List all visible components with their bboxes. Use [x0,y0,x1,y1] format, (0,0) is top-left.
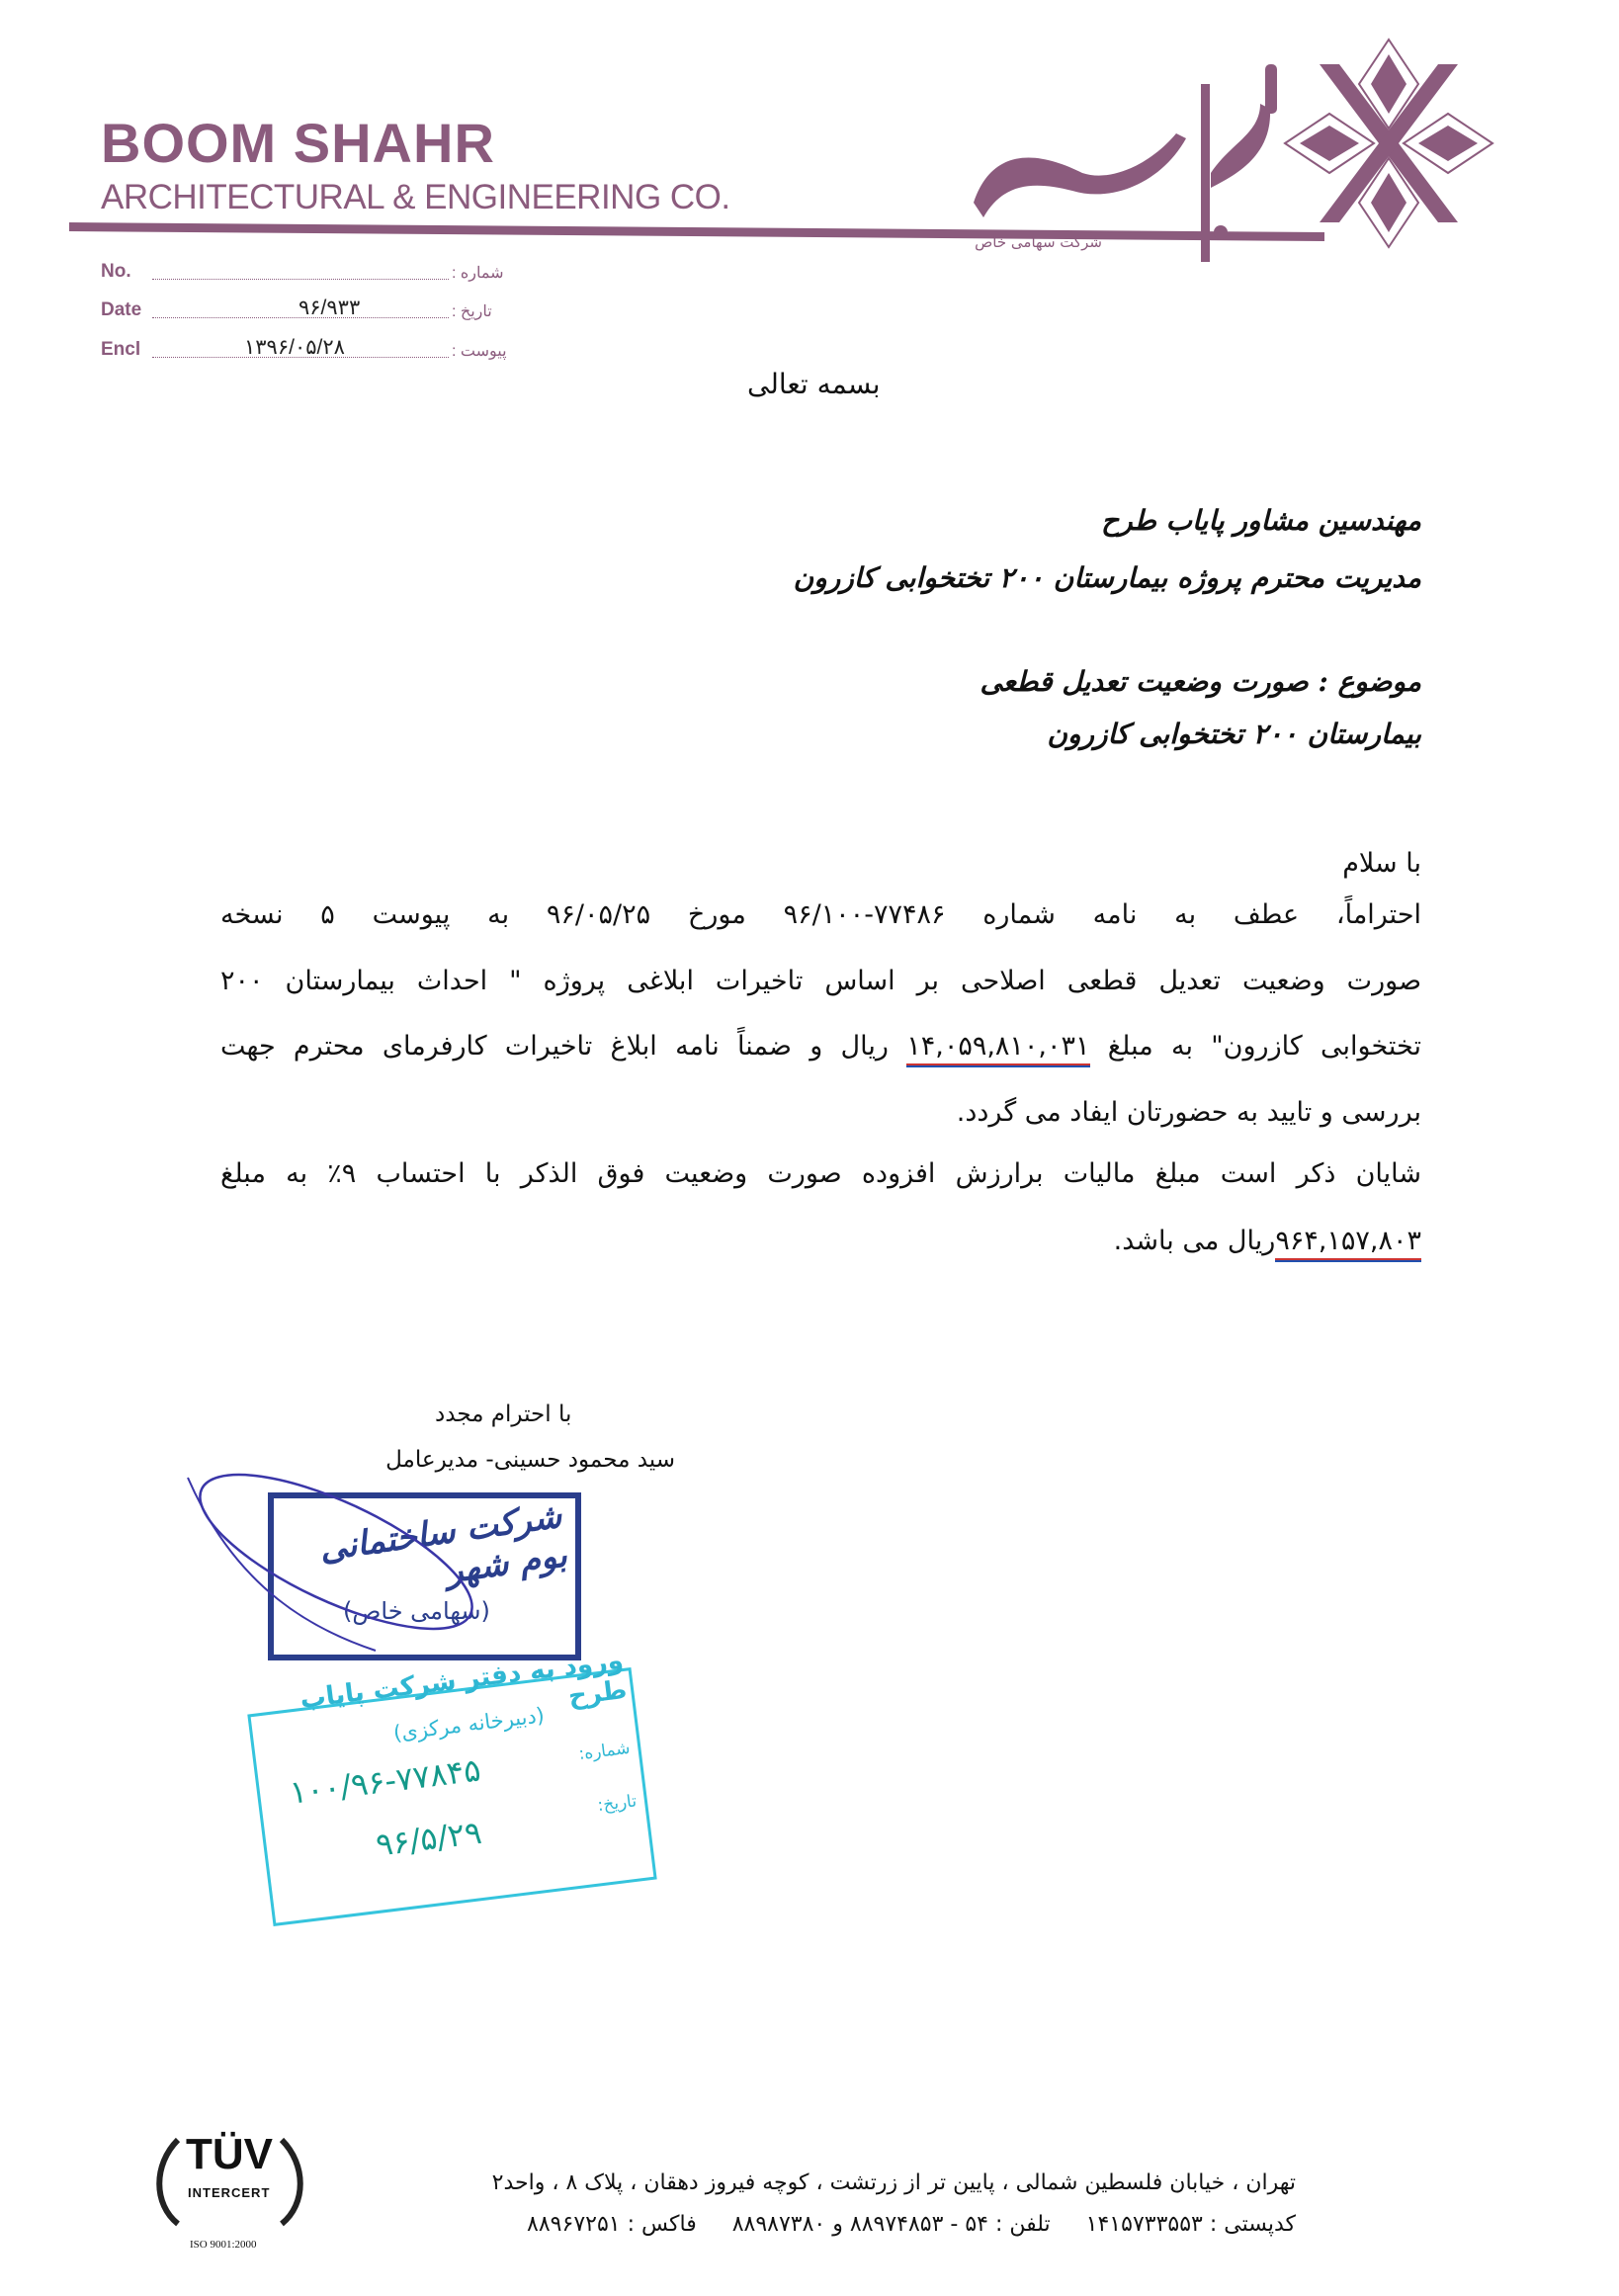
footer-postal: کدپستی : ۱۴۱۵۷۳۳۵۵۳ [1085,2212,1296,2237]
body-line: احتراماً، عطف به نامه شماره ۷۷۴۸۶-۹۶/۱۰۰ مورخ ۹۶/۰۵/۲۵ به پیوست ۵ نسخه [220,899,1422,930]
footer-phone: تلفن : ۵۴ - ۸۸۹۷۴۸۵۳ و ۸۸۹۸۷۳۸۰ [731,2212,1051,2237]
greeting: با سلام [1342,848,1421,879]
receipt-date-label: تاریخ: [596,1791,639,1817]
signature [178,1473,534,1670]
tuv-cert-logo [148,2130,311,2249]
meta-enclosure-value: ۱۳۹۶/۰۵/۲۸ [244,336,345,359]
tuv-logo-text: TÜV [186,2130,273,2178]
receipt-number-label: شماره: [577,1738,632,1764]
meta-date-label-fa: تاریخ : [452,303,492,320]
company-logo [964,25,1557,262]
meta-number [101,261,595,287]
body-line: صورت وضعیت تعدیل قطعی اصلاحی بر اساس تاخیرات ابلاغی پروژه " احداث بیمارستان ۲۰۰ [220,966,1421,996]
meta-enclosure-label-fa: پیوست : [452,343,507,360]
amount-total: ۱۴,۰۵۹,۸۱۰,۰۳۱ [906,1031,1089,1065]
body-line [220,1031,1421,1062]
logo-subtitle: شرکت سهامی خاص [975,233,1102,251]
body-line: شایان ذکر است مبلغ مالیات برارزش افزوده صورت وضعیت فوق الذکر با احتساب ۹٪ به مبلغ [220,1158,1421,1189]
footer-contacts [527,2212,1296,2237]
meta-date [101,299,595,325]
signatory: سید محمود حسینی- مدیرعامل [385,1447,675,1473]
body-line [220,1226,1421,1256]
company-stamp-title: شرکت ساختمانی بوم شهر [316,1495,570,1592]
invocation: بسمه تعالی [747,368,881,400]
body-line: بررسی و تایید به حضورتان ایفاد می گردد. [956,1097,1421,1128]
receipt-stamp-subtitle: (دبیرخانه مرکزی) [391,1703,547,1745]
body-text: ریال و ضمناً نامه ابلاغ تاخیرات کارفرمای محترم جهت [220,1031,889,1062]
recipient-line-1: مهندسین مشاور پایاب طرح [1101,504,1421,537]
company-stamp-subtitle: (سهامی خاص) [343,1597,490,1625]
recipient-line-2: مدیریت محترم پروژه بیمارستان ۲۰۰ تختخوابی کازرون [793,561,1421,594]
meta-number-label: No. [101,261,131,282]
body-text: تختخوابی کازرون" به مبلغ [1107,1031,1421,1062]
meta-date-value: ۹۶/۹۳۳ [298,297,361,319]
receipt-stamp [247,1646,656,1926]
receipt-number-value: ۱۰۰/۹۶-۷۷۸۴۵ [287,1750,483,1812]
company-name: BOOM SHAHR [101,112,495,174]
body-text: ریال می باشد. [1113,1226,1276,1256]
footer-address: تهران ، خیابان فلسطین شمالی ، پایین تر از زرتشت ، کوچه فیروز دهقان ، پلاک ۸ ، واحد۲ [491,2170,1296,2195]
meta-date-label: Date [101,299,142,320]
receipt-stamp-title: ورود به دفتر شرکت پایاب طرح [298,1646,629,1715]
meta-enclosure [101,336,595,365]
meta-number-label-fa: شماره : [452,265,504,282]
intercert-text: INTERCERT [188,2185,271,2200]
closing: با احترام مجدد [435,1402,572,1427]
footer-fax: فاکس : ۸۸۹۶۷۲۵۱ [527,2212,697,2237]
subject-line-1: موضوع : صورت وضعیت تعدیل قطعی [980,665,1421,698]
iso-text: ISO 9001:2000 [190,2239,257,2251]
company-subtitle: ARCHITECTURAL & ENGINEERING CO. [101,178,730,216]
receipt-date-value: ۹۶/۵/۲۹ [374,1813,484,1864]
subject-line-2: بیمارستان ۲۰۰ تختخوابی کازرون [1047,718,1421,750]
meta-enclosure-label: Encl [101,339,141,360]
amount-vat: ۹۶۴,۱۵۷,۸۰۳ [1275,1226,1421,1260]
meta-number-line [152,279,449,280]
